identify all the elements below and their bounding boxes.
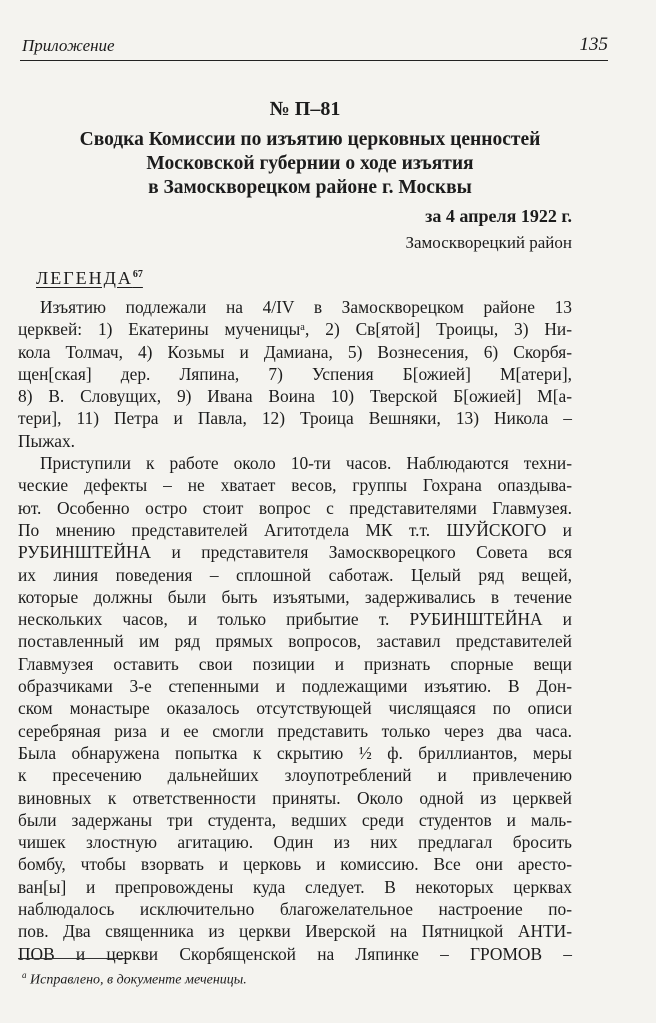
body-line: Изъятию подлежали на 4/IV в Замоскворецком районе 13 [40, 297, 572, 317]
body-text [18, 296, 572, 965]
body-line: 8) В. Словущих, 9) Ивана Воина 10) Тверской Б[ожией] М[а- [18, 386, 572, 407]
body-line: наблюдалось исключительно благожелательное настроение по- [18, 899, 572, 920]
footnote [22, 970, 247, 989]
section-title: Приложение [22, 36, 115, 55]
body-line: Была обнаружена попытка к скрытию ½ ф. бриллиантов, меры [18, 742, 572, 763]
document-date: за 4 апреля 1922 г. [425, 206, 572, 226]
body-line: ческие дефекты – не хватает весов, группы Гохрана опаздыва- [18, 475, 572, 496]
body-line: которые должны были быть изъятыми, задерживались в течение [18, 586, 572, 607]
body-line: РУБИНШТЕЙНА и представителя Замоскворецкого Совета вся [18, 542, 572, 563]
body-line: бомбу, чтобы взорвать и церковь и комиссию. Все они аресто- [18, 854, 572, 875]
body-line: щен[ская] дер. Ляпина, 7) Успения Б[ожией] М[атери], [18, 363, 572, 384]
footnote-divider [18, 958, 130, 959]
footnote-marker: а [22, 970, 27, 980]
body-line: их линия поведения – сплошной саботаж. Целый ряд вещей, [18, 564, 572, 585]
body-line: ском монастыре оказалось отсутствующей числящаяся по описи [18, 698, 572, 719]
body-line: Приступили к работе около 10-ти часов. Наблюдаются техни- [40, 453, 572, 474]
page-number: 135 [579, 34, 608, 55]
body-line: Пыжах. [18, 430, 76, 451]
title-line: в Замоскворецком районе г. Москвы [148, 177, 472, 198]
body-line: к пресечению дальнейших злоупотреблений и привлечению [18, 765, 572, 786]
body-line: ван[ы] и препровождены куда следует. В некоторых церквах [18, 876, 572, 897]
body-line: тери], 11) Петра и Павла, 12) Троица Вешняки, 13) Никола – [18, 408, 572, 429]
district-name: Замоскворецкий район [405, 233, 572, 252]
body-line: были задержаны три студента, ведших среди студентов и маль- [18, 809, 572, 830]
body-line: По мнению представителей Агитотдела МК т.т. ШУЙСКОГО и [18, 519, 572, 540]
legend-heading [36, 268, 143, 289]
document-title [40, 128, 580, 200]
body-line: церквей: 1) Екатерины мученицыᵃ, 2) Св[ятой] Троицы, 3) Ни- [18, 319, 572, 340]
body-line: нескольких часов, и только прибытие т. РУБИНШТЕЙНА и [18, 609, 572, 630]
running-header [20, 30, 608, 61]
body-line: ПОВ и церкви Скорбященской на Ляпинке – ГРОМОВ – [18, 943, 572, 964]
body-line: чишек злостную агитацию. Один из них предлагал бросить [18, 832, 572, 853]
body-line: виновных к ответственности приняты. Около одной из церквей [18, 787, 572, 808]
body-line: поставленный им ряд прямых вопросов, заставил представителей [18, 631, 572, 652]
legend-label: ЛЕГЕНДА [36, 268, 133, 288]
footnote-text: Исправлено, в документе меченицы. [30, 972, 247, 988]
body-line: серебряная риза и ее смогли представить только через два часа. [18, 720, 572, 741]
body-line: кола Толмач, 4) Козьмы и Дамиана, 5) Вознесения, 6) Скорбя- [18, 341, 572, 362]
document-number: № П–81 [269, 98, 341, 120]
body-line: Главмузея оставить свои позиции и признать спорные вещи [18, 653, 572, 674]
body-line: ют. Особенно остро стоит вопрос с представителями Главмузея. [18, 497, 572, 518]
title-line: Московской губернии о ходе изъятия [146, 153, 474, 174]
body-line: пов. Два священника из церкви Иверской на Пятницкой АНТИ- [18, 921, 572, 942]
title-line: Сводка Комиссии по изъятию церковных ценностей [79, 129, 541, 150]
legend-footnote-ref: 67 [132, 269, 143, 280]
body-line: образчиками 3-е степенными и подлежащими изъятию. В Дон- [18, 676, 572, 697]
